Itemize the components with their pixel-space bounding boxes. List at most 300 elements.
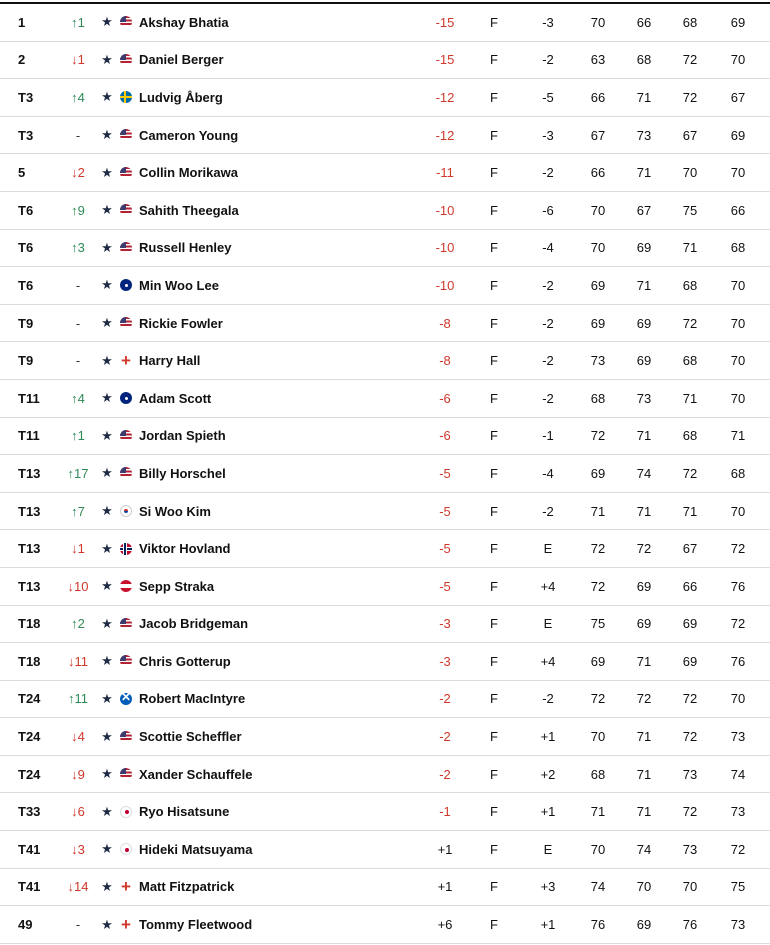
usa-flag-icon (119, 192, 133, 229)
thru-status: F (490, 428, 498, 444)
flag-dot (120, 843, 132, 855)
thru-status: F (490, 616, 498, 632)
round-3-score: 72 (682, 89, 698, 105)
thru-status: F (490, 879, 498, 895)
player-name-link[interactable]: Collin Morikawa (139, 165, 238, 181)
round-1-score: 70 (590, 202, 606, 218)
thru-status: F (490, 277, 498, 293)
round-1-score: 70 (590, 729, 606, 745)
position-cell: T41 (18, 879, 41, 895)
thru-status: F (490, 52, 498, 68)
round-1-score: 66 (590, 89, 606, 105)
usa-flag-icon (119, 117, 133, 154)
round-4-score: 73 (730, 729, 746, 745)
star-icon[interactable]: ★ (101, 841, 113, 857)
table-row[interactable] (0, 455, 770, 493)
star-icon[interactable]: ★ (101, 465, 113, 481)
total-score: -3 (439, 653, 451, 669)
round-2-score: 71 (636, 277, 652, 293)
movement-indicator: ↓9 (71, 766, 85, 782)
movement-indicator: - (75, 353, 81, 369)
total-score: -10 (435, 202, 455, 218)
position-cell: T24 (18, 691, 41, 707)
england-cross-glyph: + (121, 915, 131, 935)
thru-status: F (490, 127, 498, 143)
total-score: -15 (435, 14, 455, 30)
player-name-link[interactable]: Ryo Hisatsune (139, 804, 230, 820)
table-row[interactable] (0, 267, 770, 305)
position-cell: 2 (18, 52, 26, 68)
round-3-score: 72 (682, 804, 698, 820)
thru-status: F (490, 202, 498, 218)
total-score: -15 (435, 52, 455, 68)
today-score: -1 (542, 428, 554, 444)
flag-dot (120, 655, 132, 667)
scotland-flag-icon (119, 681, 133, 718)
round-2-score: 73 (636, 390, 652, 406)
round-1-score: 70 (590, 841, 606, 857)
today-score: E (543, 541, 553, 557)
player-name-link[interactable]: Ludvig Åberg (139, 89, 223, 105)
movement-indicator: ↓3 (71, 841, 85, 857)
position-cell: T6 (18, 277, 34, 293)
england-flag-icon (119, 342, 133, 379)
round-3-score: 71 (682, 503, 698, 519)
round-1-score: 67 (590, 127, 606, 143)
today-score: -3 (542, 14, 554, 30)
star-icon[interactable]: ★ (101, 766, 113, 782)
player-name-link[interactable]: Daniel Berger (139, 52, 224, 68)
round-4-score: 71 (730, 428, 746, 444)
japan-flag-icon (119, 831, 133, 868)
round-4-score: 70 (730, 353, 746, 369)
round-4-score: 66 (730, 202, 746, 218)
thru-status: F (490, 315, 498, 331)
movement-indicator: ↑3 (71, 240, 85, 256)
round-1-score: 71 (590, 804, 606, 820)
round-4-score: 69 (730, 127, 746, 143)
round-2-score: 69 (636, 578, 652, 594)
table-row[interactable] (0, 869, 770, 907)
star-icon[interactable]: ★ (101, 578, 113, 594)
movement-indicator: ↓14 (67, 879, 89, 895)
round-2-score: 69 (636, 240, 652, 256)
round-2-score: 71 (636, 766, 652, 782)
today-score: +3 (540, 879, 556, 895)
position-cell: T6 (18, 240, 34, 256)
thru-status: F (490, 503, 498, 519)
star-icon[interactable]: ★ (101, 51, 113, 67)
table-row[interactable] (0, 793, 770, 831)
thru-status: F (490, 14, 498, 30)
round-2-score: 67 (636, 202, 652, 218)
star-icon[interactable]: ★ (101, 540, 113, 556)
table-row[interactable] (0, 681, 770, 719)
thru-status: F (490, 89, 498, 105)
round-2-score: 71 (636, 729, 652, 745)
total-score: -5 (439, 541, 451, 557)
round-2-score: 69 (636, 353, 652, 369)
movement-indicator: ↑4 (71, 89, 85, 105)
position-cell: T6 (18, 202, 34, 218)
player-name-link[interactable]: Russell Henley (139, 240, 232, 256)
total-score: +6 (437, 917, 453, 933)
thru-status: F (490, 240, 498, 256)
thru-status: F (490, 766, 498, 782)
round-2-score: 71 (636, 165, 652, 181)
table-row[interactable] (0, 530, 770, 568)
total-score: +1 (437, 841, 453, 857)
round-2-score: 70 (636, 879, 652, 895)
round-4-score: 72 (730, 841, 746, 857)
position-cell: T18 (18, 653, 41, 669)
thru-status: F (490, 729, 498, 745)
england-flag-icon (119, 906, 133, 943)
today-score: +1 (540, 729, 556, 745)
player-name-link[interactable]: Sahith Theegala (139, 202, 239, 218)
round-3-score: 72 (682, 315, 698, 331)
round-1-score: 63 (590, 52, 606, 68)
star-icon[interactable]: ★ (101, 89, 113, 105)
thru-status: F (490, 465, 498, 481)
flag-dot (120, 242, 132, 254)
thru-status: F (490, 653, 498, 669)
movement-indicator: ↑1 (71, 14, 85, 30)
flag-dot (120, 167, 132, 179)
table-row[interactable] (0, 192, 770, 230)
movement-indicator: ↓4 (71, 729, 85, 745)
round-3-score: 71 (682, 390, 698, 406)
table-row[interactable] (0, 230, 770, 268)
japan-flag-icon (119, 793, 133, 830)
total-score: -1 (439, 804, 451, 820)
star-icon[interactable]: ★ (101, 164, 113, 180)
flag-dot (120, 543, 132, 555)
table-row[interactable] (0, 718, 770, 756)
star-icon[interactable]: ★ (101, 916, 113, 932)
total-score: -6 (439, 428, 451, 444)
usa-flag-icon (119, 606, 133, 643)
usa-flag-icon (119, 154, 133, 191)
total-score: -2 (439, 691, 451, 707)
today-score: +1 (540, 804, 556, 820)
position-cell: T13 (18, 541, 41, 557)
flag-dot (120, 279, 132, 291)
position-cell: T24 (18, 766, 41, 782)
player-name-link[interactable]: Robert MacIntyre (139, 691, 246, 707)
star-icon[interactable]: ★ (101, 803, 113, 819)
round-3-score: 73 (682, 766, 698, 782)
flag-dot (120, 618, 132, 630)
player-name-link[interactable]: Adam Scott (139, 390, 212, 406)
total-score: -10 (435, 277, 455, 293)
table-row[interactable] (0, 756, 770, 794)
round-4-score: 68 (730, 240, 746, 256)
flag-dot (120, 731, 132, 743)
movement-indicator: ↑7 (71, 503, 85, 519)
round-4-score: 73 (730, 917, 746, 933)
flag-dot (120, 505, 132, 517)
round-4-score: 74 (730, 766, 746, 782)
position-cell: T11 (18, 428, 40, 444)
star-icon[interactable]: ★ (101, 503, 113, 519)
round-2-score: 74 (636, 465, 652, 481)
round-1-score: 68 (590, 766, 606, 782)
south-korea-flag-icon (119, 493, 133, 530)
sweden-flag-icon (119, 79, 133, 116)
player-name-link[interactable]: Jordan Spieth (139, 428, 226, 444)
round-4-score: 72 (730, 616, 746, 632)
thru-status: F (490, 917, 498, 933)
table-row[interactable] (0, 831, 770, 869)
player-name-link[interactable]: Billy Horschel (139, 465, 226, 481)
round-3-score: 68 (682, 14, 698, 30)
round-1-score: 69 (590, 465, 606, 481)
movement-indicator: ↓11 (68, 653, 88, 669)
star-icon[interactable]: ★ (101, 878, 113, 894)
total-score: -5 (439, 465, 451, 481)
flag-dot (120, 580, 132, 592)
round-3-score: 72 (682, 729, 698, 745)
round-4-score: 70 (730, 503, 746, 519)
flag-dot (120, 91, 132, 103)
round-3-score: 68 (682, 428, 698, 444)
table-row[interactable] (0, 568, 770, 606)
movement-indicator: - (75, 917, 81, 933)
usa-flag-icon (119, 643, 133, 680)
player-name-link[interactable]: Harry Hall (139, 353, 201, 369)
table-row[interactable] (0, 380, 770, 418)
total-score: -5 (439, 503, 451, 519)
table-row[interactable] (0, 493, 770, 531)
position-cell: 49 (18, 917, 33, 933)
star-icon[interactable]: ★ (101, 202, 113, 218)
player-name-link[interactable]: Akshay Bhatia (139, 14, 229, 30)
round-4-score: 72 (730, 541, 746, 557)
table-row[interactable] (0, 117, 770, 155)
table-row[interactable] (0, 643, 770, 681)
round-2-score: 69 (636, 616, 652, 632)
star-icon[interactable]: ★ (101, 390, 113, 406)
total-score: +1 (437, 879, 453, 895)
round-1-score: 75 (590, 616, 606, 632)
round-3-score: 69 (682, 653, 698, 669)
position-cell: T33 (18, 804, 41, 820)
table-row[interactable] (0, 154, 770, 192)
round-2-score: 71 (636, 503, 652, 519)
player-name-link[interactable]: Hideki Matsuyama (139, 841, 253, 857)
round-3-score: 67 (682, 127, 698, 143)
player-name-link[interactable]: Cameron Young (139, 127, 239, 143)
thru-status: F (490, 578, 498, 594)
star-icon[interactable]: ★ (101, 690, 113, 706)
usa-flag-icon (119, 305, 133, 342)
round-3-score: 69 (682, 616, 698, 632)
player-name-link[interactable]: Chris Gotterup (139, 653, 231, 669)
round-3-score: 72 (682, 52, 698, 68)
movement-indicator: ↑2 (71, 616, 85, 632)
star-icon[interactable]: ★ (101, 315, 113, 331)
today-score: -5 (542, 89, 554, 105)
round-2-score: 74 (636, 841, 652, 857)
table-row[interactable] (0, 42, 770, 80)
round-4-score: 70 (730, 277, 746, 293)
england-cross-glyph: + (121, 351, 131, 371)
round-2-score: 69 (636, 917, 652, 933)
position-cell: T41 (18, 841, 41, 857)
table-row[interactable] (0, 4, 770, 42)
today-score: -2 (542, 353, 554, 369)
round-3-score: 70 (682, 165, 698, 181)
leaderboard-rows (0, 4, 770, 944)
star-icon[interactable]: ★ (101, 352, 113, 368)
round-2-score: 72 (636, 541, 652, 557)
player-name-link[interactable]: Viktor Hovland (139, 541, 231, 557)
round-2-score: 71 (636, 804, 652, 820)
player-name-link[interactable]: Rickie Fowler (139, 315, 223, 331)
flag-dot (120, 204, 132, 216)
usa-flag-icon (119, 756, 133, 793)
player-name-link[interactable]: Xander Schauffele (139, 766, 253, 782)
round-1-score: 69 (590, 315, 606, 331)
flag-dot (120, 317, 132, 329)
flag-dot (120, 806, 132, 818)
round-4-score: 70 (730, 390, 746, 406)
total-score: -3 (439, 616, 451, 632)
player-name-link[interactable]: Jacob Bridgeman (139, 616, 249, 632)
round-4-score: 70 (730, 315, 746, 331)
star-icon[interactable]: ★ (101, 14, 113, 30)
round-4-score: 76 (730, 653, 746, 669)
england-cross-glyph: + (121, 877, 131, 897)
thru-status: F (490, 390, 498, 406)
table-row[interactable] (0, 342, 770, 380)
today-score: -4 (542, 240, 554, 256)
player-name-link[interactable]: Scottie Scheffler (139, 729, 242, 745)
today-score: -3 (542, 127, 554, 143)
today-score: E (543, 841, 553, 857)
movement-indicator: ↑9 (71, 202, 85, 218)
table-row[interactable] (0, 79, 770, 117)
round-1-score: 68 (590, 390, 606, 406)
star-icon[interactable]: ★ (101, 653, 113, 669)
round-4-score: 68 (730, 465, 746, 481)
star-icon[interactable]: ★ (101, 239, 113, 255)
today-score: -4 (542, 465, 554, 481)
round-4-score: 70 (730, 165, 746, 181)
round-4-score: 67 (730, 89, 746, 105)
today-score: -6 (542, 202, 554, 218)
round-3-score: 76 (682, 917, 698, 933)
table-row[interactable] (0, 606, 770, 644)
position-cell: T11 (18, 390, 40, 406)
player-name-link[interactable]: Min Woo Lee (139, 277, 219, 293)
star-icon[interactable]: ★ (101, 615, 113, 631)
table-row[interactable] (0, 906, 770, 944)
movement-indicator: ↑17 (67, 465, 89, 481)
today-score: -2 (542, 315, 554, 331)
today-score: +4 (540, 653, 556, 669)
round-4-score: 73 (730, 804, 746, 820)
movement-indicator: ↓1 (71, 52, 85, 68)
total-score: -10 (435, 240, 455, 256)
round-2-score: 72 (636, 691, 652, 707)
round-1-score: 72 (590, 691, 606, 707)
movement-indicator: ↑1 (71, 428, 85, 444)
position-cell: T3 (18, 127, 34, 143)
round-1-score: 73 (590, 353, 606, 369)
flag-dot (120, 392, 132, 404)
table-row[interactable] (0, 418, 770, 456)
round-2-score: 73 (636, 127, 652, 143)
round-1-score: 72 (590, 428, 606, 444)
norway-flag-icon (119, 530, 133, 567)
round-1-score: 69 (590, 277, 606, 293)
usa-flag-icon (119, 418, 133, 455)
movement-indicator: ↓1 (71, 541, 85, 557)
movement-indicator: ↓6 (71, 804, 85, 820)
today-score: +1 (540, 917, 556, 933)
round-3-score: 66 (682, 578, 698, 594)
star-icon[interactable]: ★ (101, 728, 113, 744)
position-cell: T13 (18, 465, 41, 481)
usa-flag-icon (119, 4, 133, 41)
position-cell: 5 (18, 165, 26, 181)
today-score: +2 (540, 766, 556, 782)
round-3-score: 75 (682, 202, 698, 218)
today-score: -2 (542, 691, 554, 707)
player-name-link[interactable]: Si Woo Kim (139, 503, 211, 519)
round-3-score: 72 (682, 691, 698, 707)
round-1-score: 71 (590, 503, 606, 519)
total-score: -12 (435, 89, 455, 105)
player-name-link[interactable]: Matt Fitzpatrick (139, 879, 235, 895)
position-cell: T9 (18, 315, 34, 331)
round-4-score: 70 (730, 691, 746, 707)
round-3-score: 68 (682, 277, 698, 293)
today-score: +4 (540, 578, 556, 594)
round-1-score: 72 (590, 578, 606, 594)
round-3-score: 73 (682, 841, 698, 857)
round-1-score: 74 (590, 879, 606, 895)
round-4-score: 69 (730, 14, 746, 30)
today-score: -2 (542, 52, 554, 68)
star-icon[interactable]: ★ (101, 127, 113, 143)
round-1-score: 69 (590, 653, 606, 669)
position-cell: 1 (18, 14, 26, 30)
round-3-score: 70 (682, 879, 698, 895)
round-1-score: 70 (590, 14, 606, 30)
round-2-score: 66 (636, 14, 652, 30)
movement-indicator: ↓10 (67, 578, 89, 594)
movement-indicator: ↑4 (71, 390, 85, 406)
player-name-link[interactable]: Sepp Straka (139, 578, 215, 594)
table-row[interactable] (0, 305, 770, 343)
total-score: -11 (436, 165, 454, 181)
total-score: -6 (439, 390, 451, 406)
usa-flag-icon (119, 718, 133, 755)
thru-status: F (490, 841, 498, 857)
position-cell: T13 (18, 503, 41, 519)
position-cell: T3 (18, 89, 34, 105)
today-score: -2 (542, 165, 554, 181)
star-icon[interactable]: ★ (101, 277, 113, 293)
thru-status: F (490, 165, 498, 181)
total-score: -12 (435, 127, 455, 143)
player-name-link[interactable]: Tommy Fleetwood (139, 917, 253, 933)
star-icon[interactable]: ★ (101, 427, 113, 443)
usa-flag-icon (119, 230, 133, 267)
